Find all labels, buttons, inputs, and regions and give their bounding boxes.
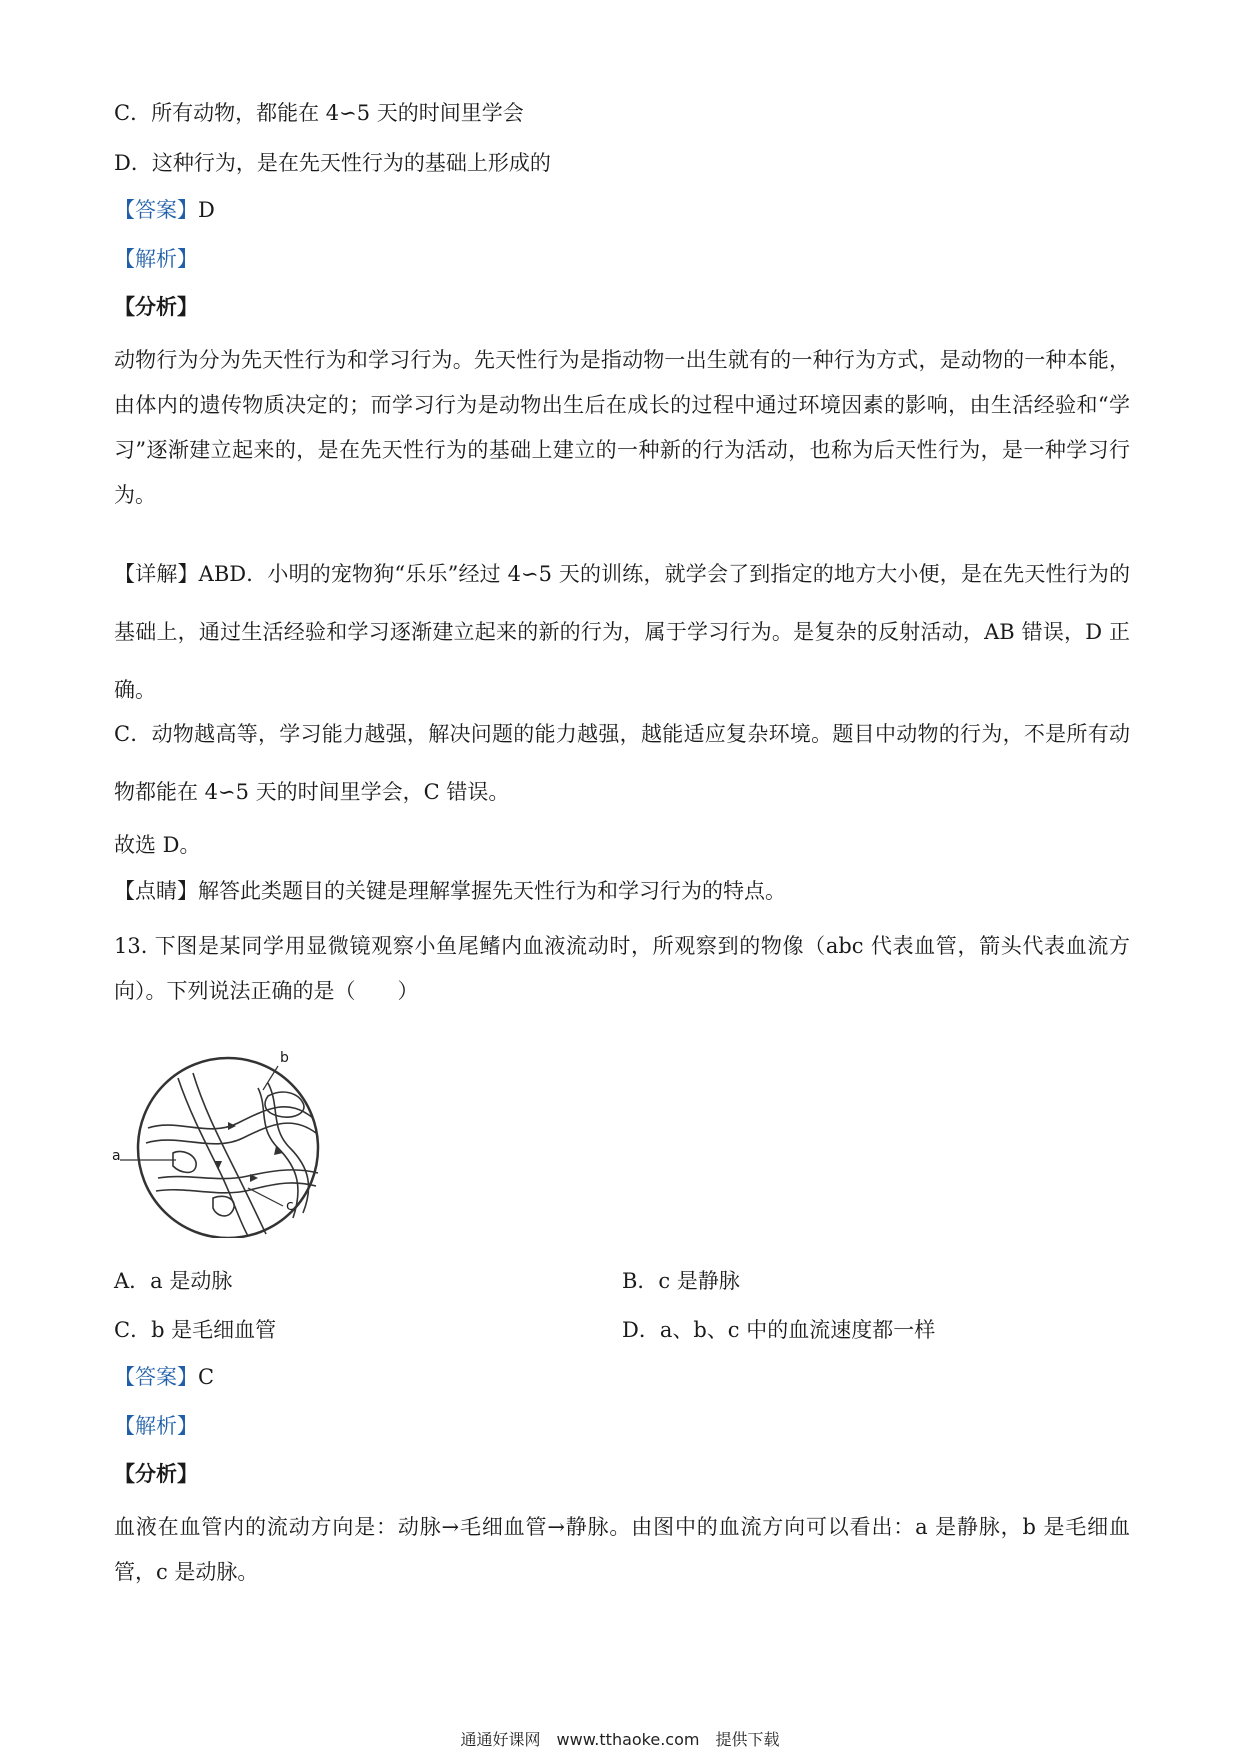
q12-analysis-tag: 【解析】: [114, 247, 198, 271]
q12-choice: 故选 D。: [114, 833, 201, 857]
q13-option-a: A．a 是动脉: [114, 1269, 233, 1293]
q12-fenxi-tag: 【分析】: [114, 294, 198, 319]
dianjing-text: 解答此类题目的关键是理解掌握先天性行为和学习行为的特点。: [198, 879, 786, 903]
q12-detail: [114, 545, 1130, 719]
q13-option-c: C．b 是毛细血管: [114, 1318, 277, 1342]
answer-value: C: [198, 1365, 215, 1389]
q12-option-c: C．所有动物，都能在 4∽5 天的时间里学会: [114, 101, 524, 125]
q12-detail-c: C．动物越高等，学习能力越强，解决问题的能力越强，越能适应复杂环境。题目中动物的行为，不是所有动物都能在 4∽5 天的时间里学会，C 错误。: [114, 722, 1130, 804]
q13-stem: 13. 下图是某同学用显微镜观察小鱼尾鳍内血液流动时，所观察到的物像（abc 代表血管，箭头代表血流方向）。下列说法正确的是（ ）: [114, 934, 1130, 1003]
q12-dianjing: [114, 876, 786, 906]
q12-fenxi-text: 动物行为分为先天性行为和学习行为。先天性行为是指动物一出生就有的一种行为方式，是动物的一种本能，由体内的遗传物质决定的；而学习行为是动物出生后在成长的过程中通过环境因素的影响，由生活经验和“学习”逐渐建立起来的，是在先天性行为的基础上建立的一种新的行为活动，也称为后天性行为，是一种学习行为。: [114, 348, 1130, 507]
answer-value: D: [198, 198, 215, 222]
detail-text: ABD．小明的宠物狗“乐乐”经过 4∽5 天的训练，就学会了到指定的地方大小便，是在先天性行为的基础上，通过生活经验和学习逐渐建立起来的新的行为，属于学习行为。是复杂的反射活动，AB 错误，D 正确。: [114, 562, 1131, 702]
label-c: c: [286, 1198, 294, 1214]
label-a: a: [112, 1148, 121, 1164]
q13-option-d: D．a、b、c 中的血流速度都一样: [622, 1318, 936, 1342]
answer-tag: 【答案】: [114, 198, 198, 222]
dianjing-tag: 【点睛】: [114, 879, 198, 903]
q12-answer: [114, 195, 215, 225]
label-b: b: [280, 1050, 289, 1066]
q13-fenxi-text: 血液在血管内的流动方向是：动脉→毛细血管→静脉。由图中的血流方向可以看出：a 是静脉，b 是毛细血管，c 是动脉。: [114, 1515, 1130, 1584]
q13-fenxi-tag: 【分析】: [114, 1461, 198, 1486]
q13-option-b: B．c 是静脉: [622, 1269, 740, 1293]
capillary-diagram: [118, 1048, 338, 1238]
detail-tag: 【详解】: [114, 562, 199, 586]
microscope-figure: [112, 1048, 338, 1238]
q13-answer: [114, 1362, 214, 1392]
answer-tag: 【答案】: [114, 1365, 198, 1389]
q12-option-d: D．这种行为，是在先天性行为的基础上形成的: [114, 151, 551, 175]
q13-analysis-tag: 【解析】: [114, 1414, 198, 1438]
page-footer: 通通好课网 www.tthaoke.com 提供下载: [460, 1730, 780, 1749]
